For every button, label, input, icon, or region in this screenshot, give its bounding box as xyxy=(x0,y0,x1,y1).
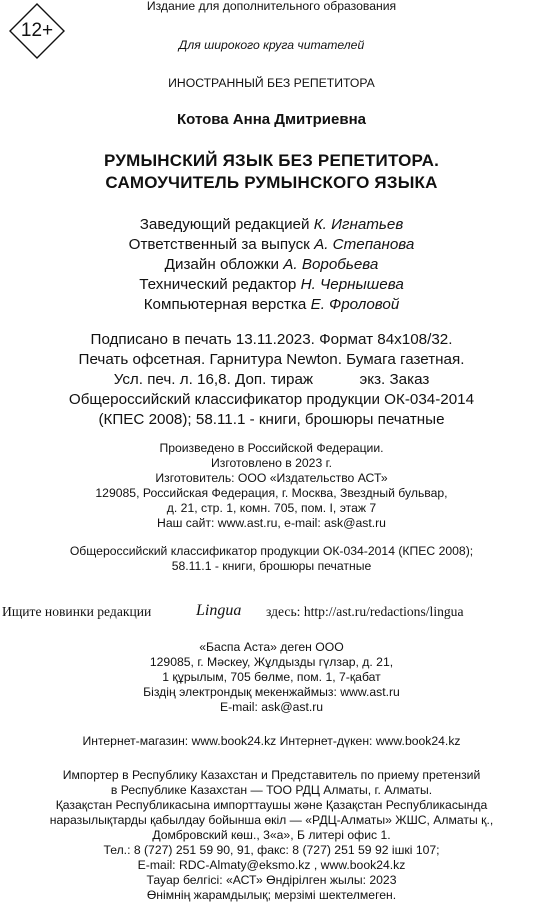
print-info-line: Подписано в печать 13.11.2023. Формат 84x108/32. xyxy=(90,331,453,348)
lingua-logo: Lingua xyxy=(196,602,242,619)
lingua-link[interactable]: здесь: http://ast.ru/redactions/lingua xyxy=(266,604,464,619)
production-line: Произведено в Российской Федерации. xyxy=(159,441,384,455)
audience-note: Для широкого круга читателей xyxy=(178,38,365,52)
kazakh-info-line: «Баспа Аста» деген ООО xyxy=(199,640,344,654)
credit-role: Дизайн обложки xyxy=(164,256,280,273)
credit-line xyxy=(0,236,543,254)
print-info-line: (КПЕС 2008); 58.11.1 - книги, брошюры печатные xyxy=(98,411,445,428)
age-rating-text: 12+ xyxy=(20,20,54,41)
importer-line: E-mail: RDC-Almaty@eksmo.kz , www.book24.kz xyxy=(137,858,406,872)
credit-role: Технический редактор xyxy=(139,276,297,293)
kazakh-info-line: E-mail: ask@ast.ru xyxy=(219,700,324,714)
importer-line: Тауар белгісі: «АСТ» Өндірілген жылы: 2023 xyxy=(146,873,397,887)
production-line: Наш сайт: www.ast.ru, e-mail: ask@ast.ru xyxy=(157,516,386,530)
print-info-line: Печать офсетная. Гарнитура Newton. Бумага газетная. xyxy=(78,351,465,368)
production-line: Изготовитель: ООО «Издательство АСТ» xyxy=(155,471,388,485)
credit-line xyxy=(0,296,543,314)
kazakh-info-line: 129085, г. Мәскеу, Жұлдызды гүлзар, д. 21, xyxy=(149,655,394,669)
production-line: 129085, Российская Федерация, г. Москва, Звездный бульвар, xyxy=(95,486,448,500)
importer-line: Қазақстан Республикасына импорттаушы және Қазақстан Республикасында xyxy=(55,798,488,812)
credit-line xyxy=(0,256,543,274)
importer-line: Домбровский көш., 3«а», Б литері офис 1. xyxy=(152,828,391,842)
credit-name: А. Степанова xyxy=(314,236,415,253)
kazakh-info-line: Біздің электрондық мекенжаймыз: www.ast.ru xyxy=(143,685,400,699)
importer-line: Импортер в Республику Казахстан и Представитель по приему претензий xyxy=(62,768,481,782)
author-name: Котова Анна Дмитриевна xyxy=(177,111,366,128)
book-title-line-1: РУМЫНСКИЙ ЯЗЫК БЕЗ РЕПЕТИТОРА. xyxy=(104,151,439,170)
lingua-prefix: Ищите новинки редакции xyxy=(2,604,152,619)
credit-line xyxy=(0,216,543,234)
classifier-line: Общероссийский классификатор продукции ОК-034-2014 (КПЕС 2008); xyxy=(69,544,474,558)
credit-role: Компьютерная верстка xyxy=(143,296,307,313)
importer-line: в Республике Казахстан — ТОО РДЦ Алматы, г. Алматы. xyxy=(110,783,433,797)
production-line: д. 21, стр. 1, комн. 705, пом. I, этаж 7 xyxy=(166,501,377,515)
production-line: Изготовлено в 2023 г. xyxy=(211,456,332,470)
edition-note: Издание для дополнительного образования xyxy=(146,0,397,13)
credit-role: Заведующий редакцией xyxy=(139,216,310,233)
lingua-promo xyxy=(0,600,543,624)
internet-shop-line: Интернет-магазин: www.book24.kz Интернет-дүкен: www.book24.kz xyxy=(82,734,461,748)
importer-line: Өнімнің жарамдылық; мерзімі шектелмеген. xyxy=(146,888,397,902)
credit-name: Н. Чернышева xyxy=(300,276,404,293)
series-name: ИНОСТРАННЫЙ БЕЗ РЕПЕТИТОРА xyxy=(168,76,375,90)
credit-name: Е. Фроловой xyxy=(310,296,400,313)
print-info-line: Усл. печ. л. 16,8. Доп. тираж экз. Заказ xyxy=(113,371,430,388)
credit-name: К. Игнатьев xyxy=(313,216,404,233)
book-title-line-2: САМОУЧИТЕЛЬ РУМЫНСКОГО ЯЗЫКА xyxy=(105,173,438,192)
importer-line: Тел.: 8 (727) 251 59 90, 91, факс: 8 (727) 251 59 92 ішкі 107; xyxy=(103,843,440,857)
print-info-line: Общероссийский классификатор продукции ОК-034-2014 xyxy=(68,391,475,408)
importer-line: наразылықтарды қабылдау бойынша өкіл — «РДЦ-Алматы» ЖШС, Алматы қ., xyxy=(49,813,494,827)
credit-line xyxy=(0,276,543,294)
credit-name: А. Воробьева xyxy=(283,256,379,273)
credit-role: Ответственный за выпуск xyxy=(128,236,310,253)
classifier-line: 58.11.1 - книги, брошюры печатные xyxy=(171,559,372,573)
kazakh-info-line: 1 құрылым, 705 бөлме, пом. 1, 7-қабат xyxy=(162,670,381,684)
